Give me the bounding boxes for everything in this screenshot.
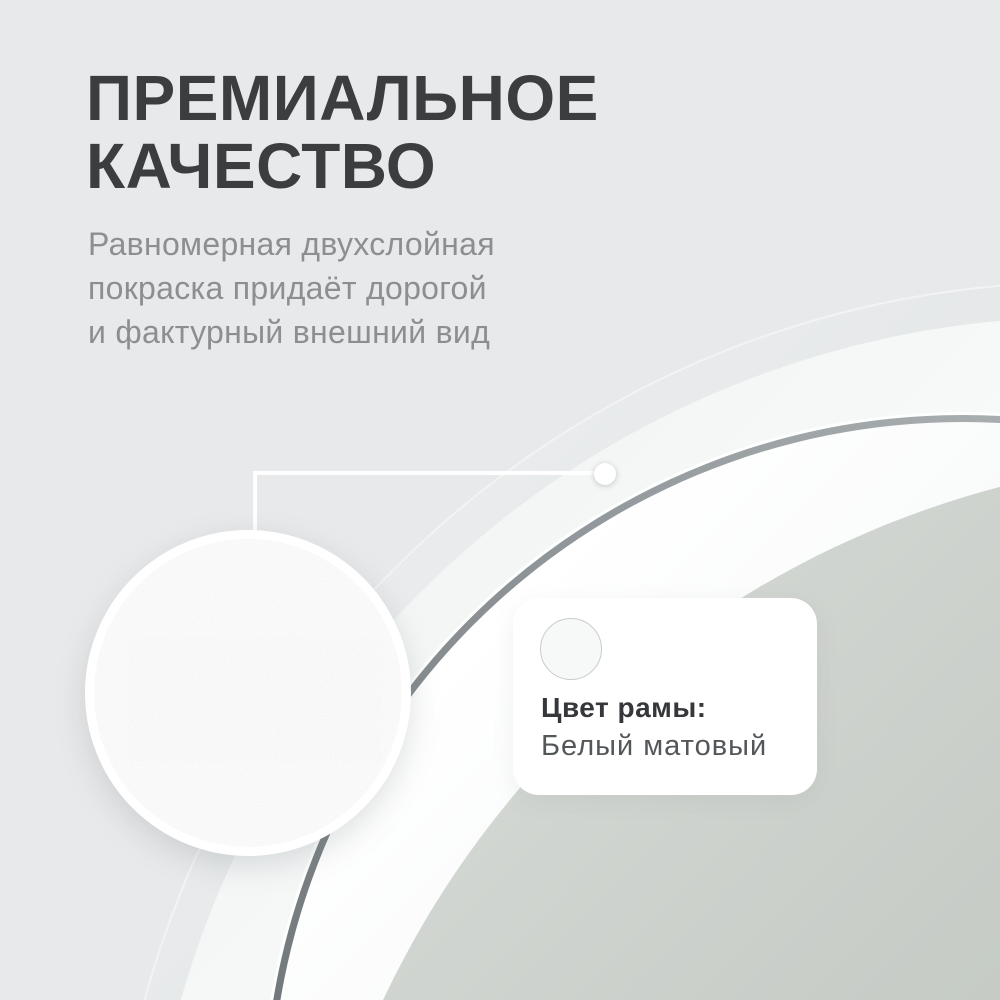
callout-connector-horizontal: [253, 471, 603, 475]
description-text: [88, 222, 495, 354]
frame-color-title: Цвет рамы:: [541, 692, 707, 723]
texture-magnifier-circle: [85, 530, 411, 856]
frame-color-swatch: [540, 618, 602, 680]
page-title-line-1: ПРЕМИАЛЬНОЕ: [86, 62, 599, 134]
description-line-2: покраска придаёт дорогой: [88, 270, 487, 306]
description-line-1: Равномерная двухслойная: [88, 226, 495, 262]
callout-anchor-dot: [594, 463, 616, 485]
frame-texture-image: [94, 539, 402, 847]
frame-color-value: Белый матовый: [541, 730, 768, 762]
callout-connector-vertical: [253, 471, 257, 537]
frame-color-card: [513, 598, 817, 795]
description-line-3: и фактурный внешний вид: [88, 314, 491, 350]
page-title-line-2: КАЧЕСТВО: [86, 130, 437, 202]
page-title: [86, 64, 599, 200]
